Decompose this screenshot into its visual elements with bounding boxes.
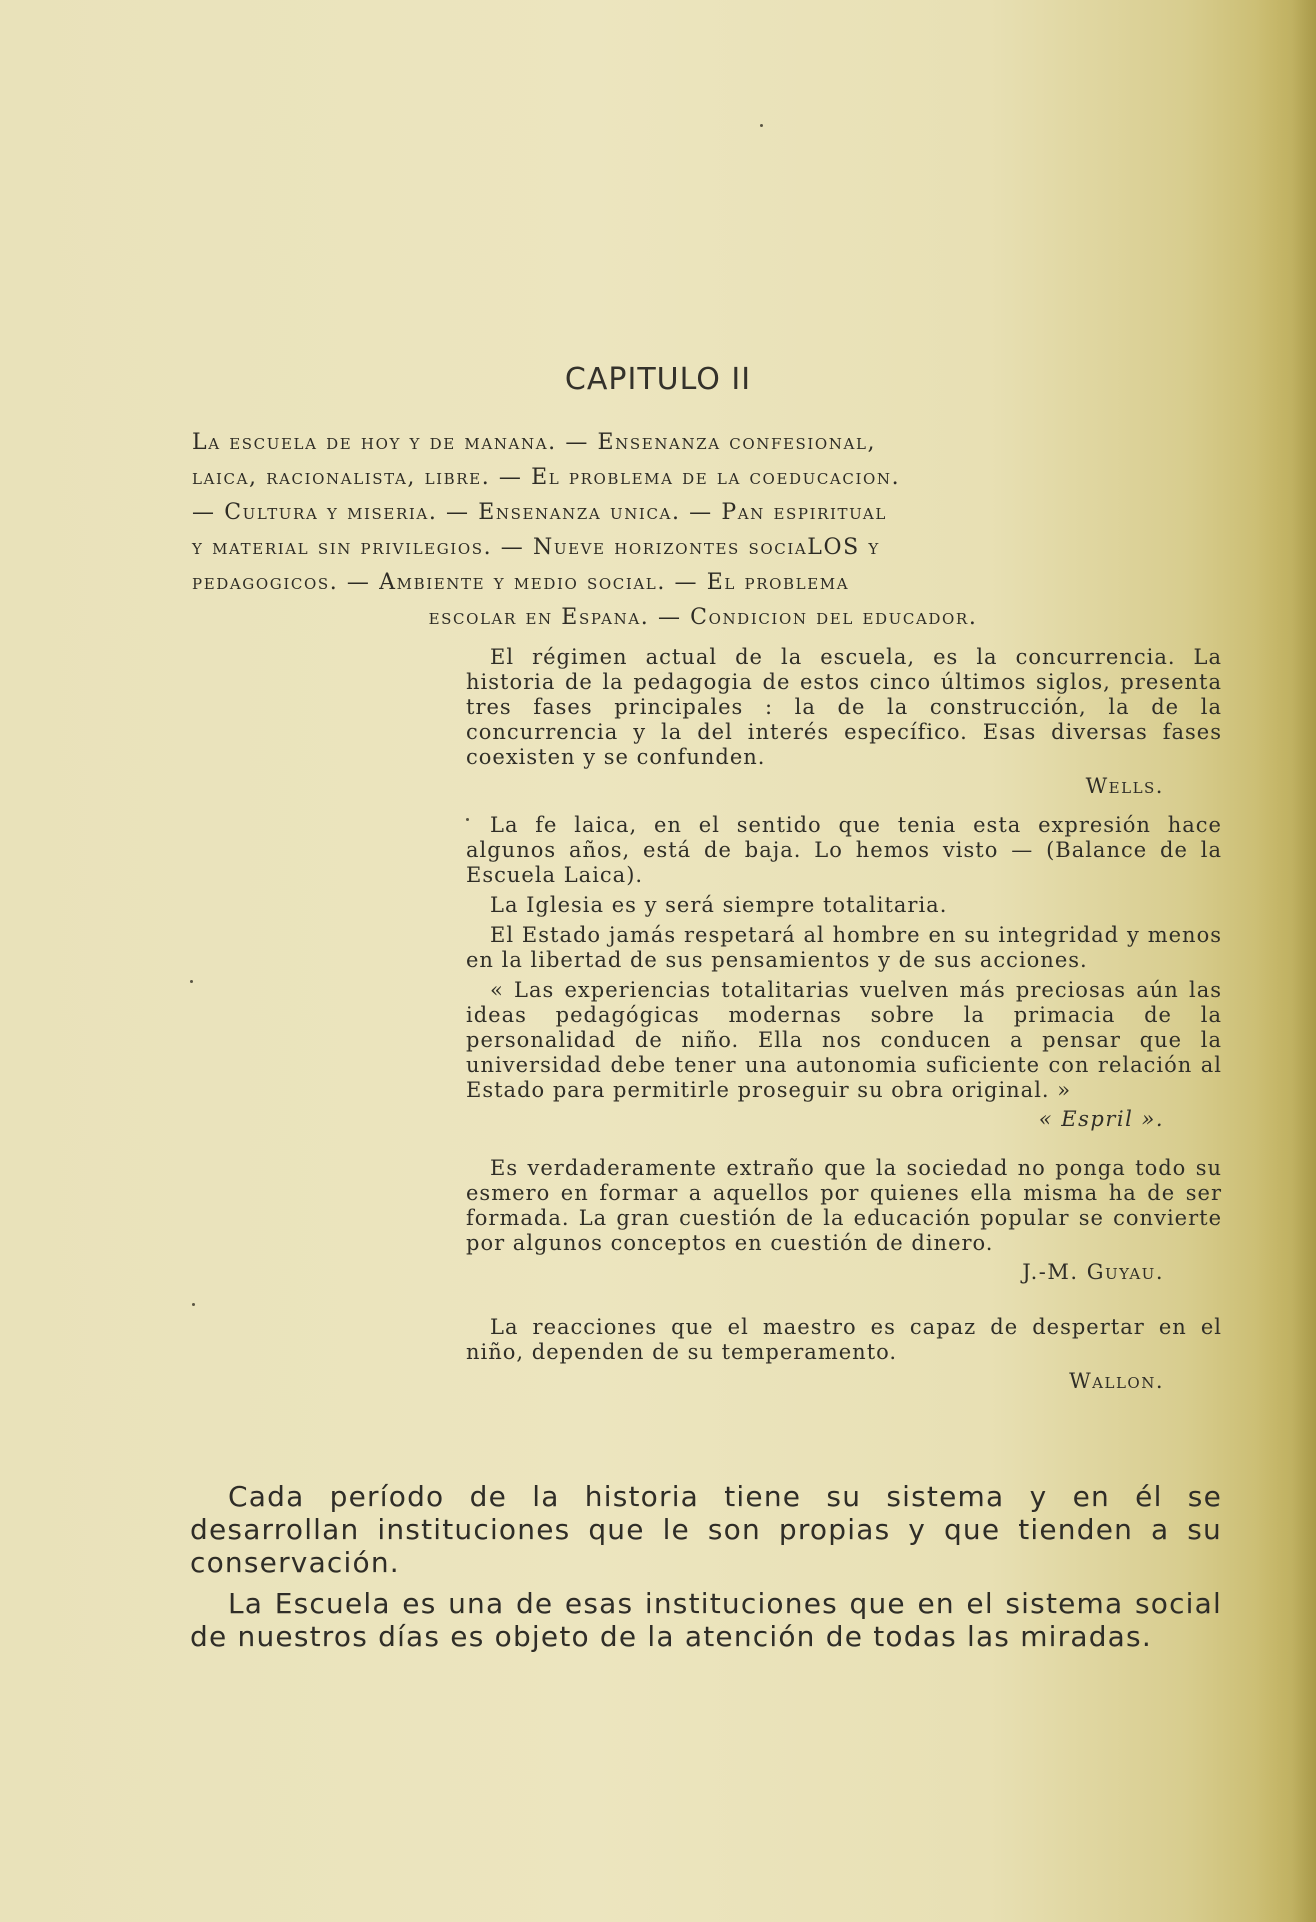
epigraphs (466, 645, 1222, 1394)
body-paragraph: La Escuela es una de esas instituciones que en el sistema social de nuestros días es objeto de la atención de todas las miradas. (190, 1587, 1222, 1653)
epigraph-text: La reacciones que el maestro es capaz de despertar en el niño, dependen de su temperamento. (466, 1315, 1222, 1364)
epigraph-author: Wells. (1085, 774, 1164, 798)
epigraph-text: Es verdaderamente extraño que la sociedad no ponga todo su esmero en formar a aquellos por quienes ella misma ha de ser formada. La gran cuestión de la educación popular se convierte por algunos conceptos en cuestión de dinero. (466, 1156, 1222, 1255)
body-paragraph: Cada período de la historia tiene su sistema y en él se desarrollan instituciones que le son propias y que tienden a su conservación. (190, 1480, 1222, 1579)
epigraph-text: La fe laica, en el sentido que tenia esta expresión hace algunos años, está de baja. Lo hemos visto — (Balance de la Escuela Laica). (466, 813, 1222, 887)
epigraph-esprit (466, 813, 1222, 1132)
page-edge-shadow (1256, 0, 1316, 1922)
chapter-summary (192, 425, 1214, 635)
epigraph-author: J.-M. Guyau. (1022, 1260, 1164, 1284)
epigraph-text: « Las experiencias totalitarias vuelven más preciosas aún las ideas pedagógicas modernas sobre la primacia de la personalidad de niño. Ella nos conducen a pensar que la universidad debe tener una autonomia suficiente con relación al Estado para permitirle proseguir su obra original. » (466, 978, 1222, 1102)
summary-line: laica, racionalista, libre. — El problema de la coeducacion. (192, 465, 901, 490)
summary-line: y material sin privilegios. — Nueve horizontes sociaLOS y (192, 535, 880, 560)
epigraph-author: « Espril ». (1038, 1107, 1164, 1131)
paper-speck (760, 124, 763, 127)
summary-line: La escuela de hoy y de manana. — Ensenanza confesional, (192, 430, 877, 455)
epigraph-text: El régimen actual de la escuela, es la concurrencia. La historia de la pedagogia de estos cinco últimos siglos, presenta tres fases principales : la de la construcción, la de la concurrencia y la del interés específico. Esas diversas fases coexisten y se confunden. (466, 645, 1222, 769)
epigraph-text: La Iglesia es y será siempre totalitaria. (490, 893, 948, 917)
chapter-title: CAPITULO II (564, 362, 752, 397)
epigraph-wells (466, 645, 1222, 813)
epigraph-guyau (466, 1156, 1222, 1285)
epigraph-author: Wallon. (1069, 1369, 1164, 1393)
summary-line: pedagogicos. — Ambiente y medio social. — El problema (192, 570, 850, 595)
summary-line: escolar en Espana. — Condicion del educador. (428, 605, 978, 630)
body-text (190, 1480, 1222, 1661)
epigraph-wallon (466, 1315, 1222, 1394)
epigraph-text: El Estado jamás respetará al hombre en su integridad y menos en la libertad de sus pensamientos y de sus acciones. (466, 923, 1222, 972)
summary-line: — Cultura y miseria. — Ensenanza unica. — Pan espiritual (192, 500, 887, 525)
paper-speck (192, 1303, 195, 1306)
paper-speck (190, 980, 193, 983)
